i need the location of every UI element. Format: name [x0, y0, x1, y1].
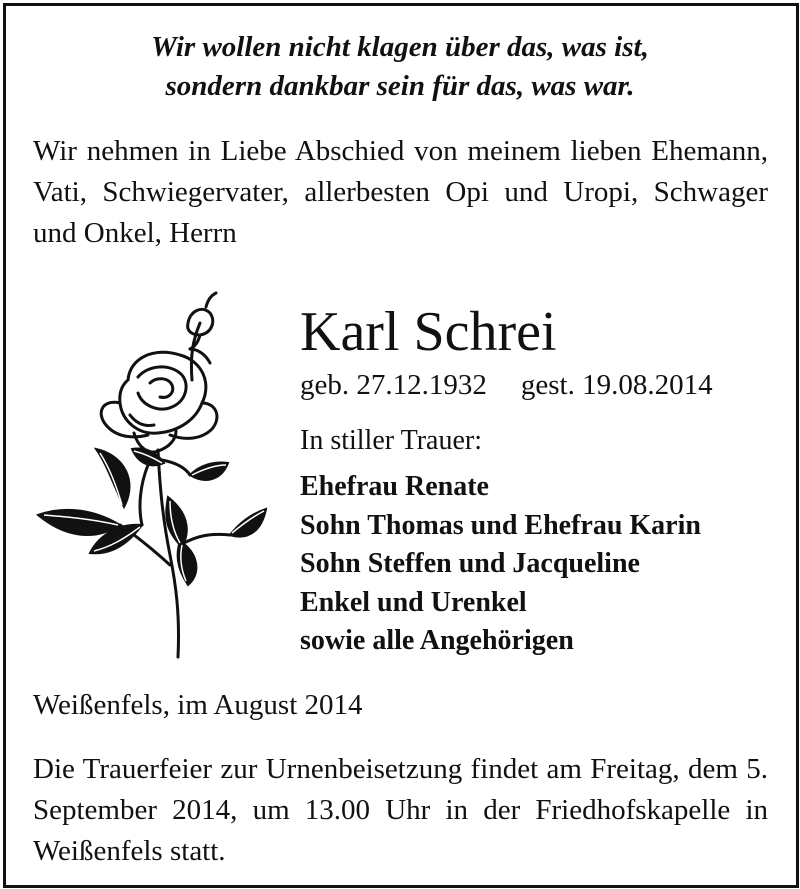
birth-date: geb. 27.12.1932 — [300, 369, 487, 401]
mourner-name: Ehefrau Renate — [300, 471, 489, 502]
ceremony-info: Die Trauerfeier zur Urnenbeisetzung findet am Freitag, dem 5. September 2014, um 13.00 Uhr in der Friedhofskapelle in Weißenfels statt. — [33, 753, 768, 867]
mourner-name: Sohn Thomas und Ehefrau Karin — [300, 509, 701, 541]
motto-line-1: Wir wollen nicht klagen über das, was ist, — [151, 31, 649, 63]
death-date: gest. 19.08.2014 — [520, 369, 713, 401]
mourner-name: Enkel und Urenkel — [300, 586, 527, 618]
place-and-date: Weißenfels, im August 2014 — [33, 689, 363, 721]
mourner-name: Sohn Steffen und Jacqueline — [300, 548, 640, 579]
life-dates — [300, 365, 713, 405]
intro-text: Wir nehmen in Liebe Abschied von meinem lieben Ehemann, Vati, Schwiegervater, allerbesten Opi und Uropi, Schwager und Onkel, Herrn — [33, 135, 768, 249]
rose-icon — [30, 285, 270, 670]
mourning-label: In stiller Trauer: — [300, 425, 482, 456]
deceased-name: Karl Schrei — [300, 301, 557, 363]
mourners-list — [300, 468, 701, 661]
motto-line-2: sondern dankbar sein für das, was war. — [165, 70, 635, 102]
mourner-name: sowie alle Angehörigen — [300, 625, 574, 656]
